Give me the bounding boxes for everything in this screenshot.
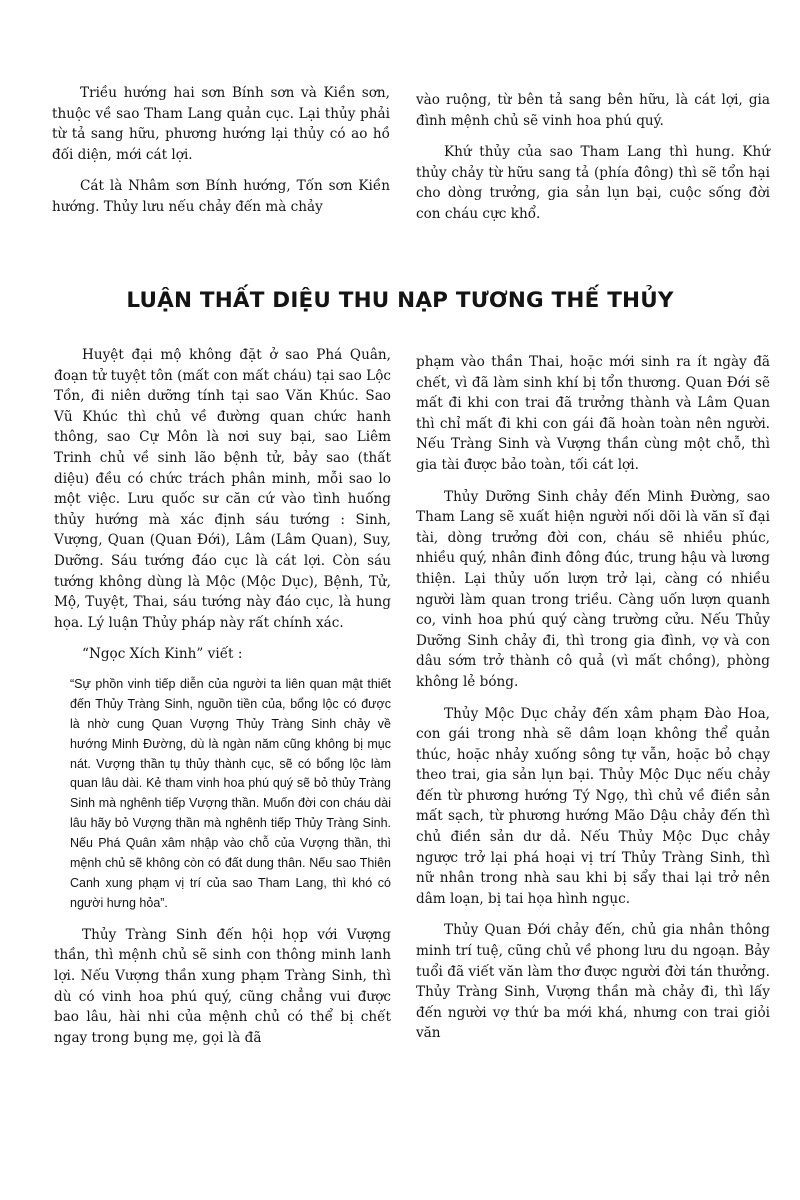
main-left-column [54, 345, 391, 1048]
paragraph: Khứ thủy của sao Tham Lang thì hung. Khứ thủy chảy từ hữu sang tả (phía đông) thì sẽ tổn hại cho dòng trưởng, gia sản lụn bại, cuộc sống đời con cháu cực khổ. [416, 144, 770, 222]
paragraph: Thủy Dưỡng Sinh chảy đến Minh Đường, sao Tham Lang sẽ xuất hiện người nối dõi là văn sĩ đại tài, dòng trưởng đời con, cháu sẽ nhiều phúc, nhiều quý, nhân đinh đông đúc, trung hậu và lương thiện. Lại thủy uốn lượn trở lại, càng có nhiều người làm quan trong triều. Càng uốn lượn quanh co, vinh hoa phú quý càng trường cửu. Nếu Thủy Dưỡng Sinh chảy đi, thì trong gia đình, vợ và con dâu sớm trở thành cô quả (vì mất chồng), phòng không lẻ bóng. [416, 488, 770, 690]
quotation-block: “Sự phồn vinh tiếp diễn của người ta liên quan mật thiết đến Thủy Tràng Sinh, nguồn tiền của, bổng lộc có được là nhờ cung Quan Vượng Thủy Tràng Sinh chảy về hướng Minh Đường, dù là ngàn năm cũng không bị mục nát. Vượng thần tụ thủy thành cục, sẽ có bổng lộc làm quan lâu dài. Kẻ tham vinh hoa phú quý sẽ bỏ thủy Tràng Sinh mà nghênh tiếp Vượng thần. Muốn đời con cháu dài lâu hãy bỏ Vượng thần mà nghênh tiếp Thủy Tràng Sinh. Nếu Phá Quân xâm nhập vào chỗ của Vượng thần, thì mệnh chủ sẽ không còn có đất dung thân. Nếu sao Thiên Canh xung phạm vị trí của sao Tham Lang, thì khó có người hưng hỏa”. [70, 676, 391, 910]
paragraph: “Ngọc Xích Kinh” viết : [82, 646, 243, 663]
paragraph: Thủy Quan Đới chảy đến, chủ gia nhân thông minh trí tuệ, cũng chủ về phong lưu du ngoạn. Bảy tuổi đã viết văn làm thơ được người đời tán thưởng. Thủy Tràng Sinh, Vượng thần mà chảy đi, thì lấy đến người vợ thứ ba mới khá, nhưng con trai giỏi văn [416, 922, 770, 1042]
top-right-column [416, 90, 770, 225]
paragraph: phạm vào thần Thai, hoặc mới sinh ra ít ngày đã chết, vì đã làm sinh khí bị tổn thương. Quan Đới sẽ mất đi khi con trai đã trưởng thành và Lâm Quan thì chỉ mất đi khi con gái đã hoàn toàn nên người. Nếu Tràng Sinh và Vượng thần cùng một chỗ, thì gia tài được bảo toàn, tối cát lợi. [416, 354, 770, 473]
top-left-column [52, 83, 390, 218]
paragraph: Triều hướng hai sơn Bính sơn và Kiền sơn, thuộc về sao Tham Lang quản cục. Lại thủy phải từ tả sang hữu, phương hướng lại thủy có ao hồ đối diện, mới cát lợi. [52, 85, 390, 163]
section-title: LUẬN THẤT DIỆU THU NẠP TƯƠNG THẾ THỦY [126, 288, 674, 313]
paragraph: vào ruộng, từ bên tả sang bên hữu, là cát lợi, gia đình mệnh chủ sẽ vinh hoa phú quý. [416, 92, 770, 129]
main-right-column [416, 352, 770, 1044]
paragraph: Cát là Nhâm sơn Bính hướng, Tốn sơn Kiền hướng. Thủy lưu nếu chảy đến mà chảy [52, 178, 390, 215]
paragraph: Thủy Tràng Sinh đến hội họp với Vượng thần, thì mệnh chủ sẽ sinh con thông minh lanh lợi. Nếu Vượng thần xung phạm Tràng Sinh, thì dù có vinh hoa phú quý, cũng chẳng vui được bao lâu, hài nhi của mệnh chủ có thể bị chết ngay trong bụng mẹ, gọi là đã [54, 926, 391, 1046]
paragraph: Huyệt đại mộ không đặt ở sao Phá Quân, đoạn tử tuyệt tôn (mất con mất cháu) tại sao Lộc Tồn, đi niên dưỡng tính tại sao Văn Khúc. Sao Vũ Khúc thì chủ về đường quan chức hanh thông, sao Cự Môn là nơi suy bại, sao Liêm Trinh chủ về sinh lão bệnh tử, bảy sao (thất diệu) đều có chức trách phân minh, mỗi sao lo một việc. Lưu quốc sư căn cứ vào tình huống thủy hướng mà xác định sáu tướng : Sinh, Vượng, Quan (Quan Đới), Lâm (Lâm Quan), Suy, Dưỡng. Sáu tướng đáo cục là cát lợi. Còn sáu tướng không dùng là Mộc (Mộc Dục), Bệnh, Tử, Mộ, Tuyệt, Thai, sáu tướng này đáo cục, là hung họa. Lý luận Thủy pháp này rất chính xác. [54, 347, 391, 631]
paragraph: Thủy Mộc Dục chảy đến xâm phạm Đào Hoa, con gái trong nhà sẽ dâm loạn không thể quản thúc, hoặc nhảy xuống sông tự vẫn, hoặc bỏ chạy theo trai, gia sản lụn bại. Thủy Mộc Dục nếu chảy đến từ phương hướng Tý Ngọ, thì chủ về điền sản mất sạch, từ phương hướng Mão Dậu chảy đến thì chủ điền sản dư dả. Nếu Thủy Mộc Dục chảy ngược trở lại phá hoại vị trí Thủy Tràng Sinh, thì nữ nhân trong nhà sau khi bị sẩy thai lại trở nên dâm loạn, bị tai họa hình ngục. [416, 705, 770, 907]
